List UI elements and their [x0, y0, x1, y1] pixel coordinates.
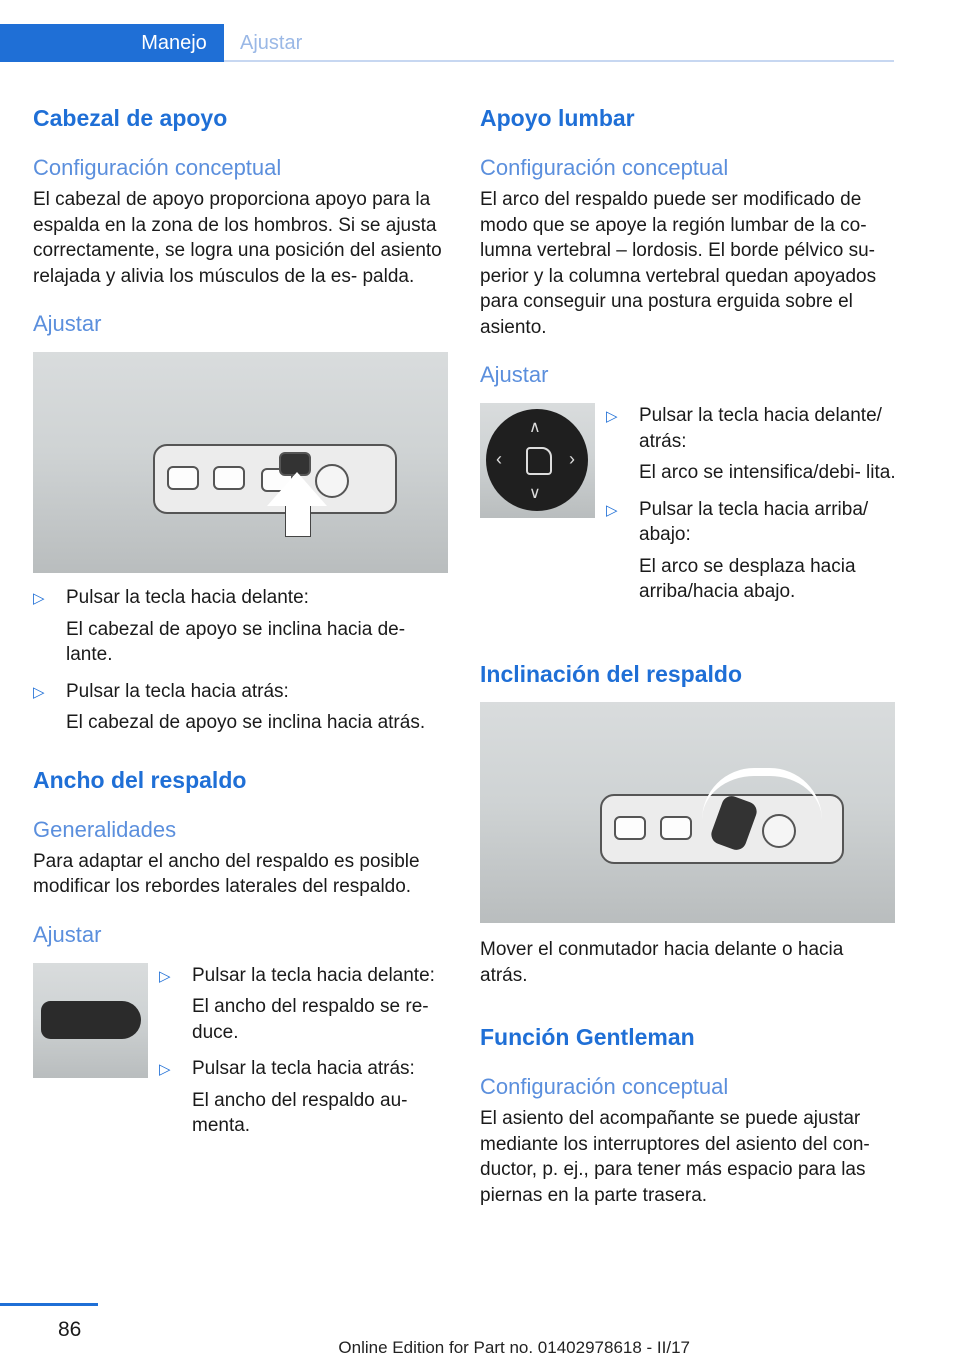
paragraph: Para adaptar el ancho del respaldo es posible modificar los rebordes laterales del respaldo. [33, 850, 420, 897]
lumbar-control-photo [480, 403, 595, 518]
subsection-title: Generalidades [33, 816, 177, 842]
paragraph: Mover el conmutador hacia delante o hacia atrás. [480, 939, 844, 986]
chevron-up-icon: ∧ [529, 419, 541, 436]
subsection-title: Configuración conceptual [480, 1074, 729, 1099]
ajustar-heading: Ajustar [33, 921, 102, 947]
section-title-inclinacion: Inclinación del respaldo [480, 661, 743, 687]
list-item: ▷ Pulsar la tecla hacia atrás: El ancho del respaldo au‐ menta. [159, 1058, 415, 1136]
right-column [480, 100, 896, 1208]
tab-manejo[interactable]: Manejo [124, 24, 224, 62]
section-title-gentleman: Función Gentleman [480, 1024, 695, 1050]
header-rule [224, 60, 894, 62]
chevron-down-icon: ∨ [529, 485, 541, 502]
triangle-bullet-icon: ▷ [606, 408, 618, 425]
triangle-bullet-icon: ▷ [606, 501, 618, 519]
triangle-bullet-icon: ▷ [159, 1061, 171, 1078]
triangle-bullet-icon: ▷ [33, 590, 45, 607]
ajustar-heading: Ajustar [480, 362, 549, 387]
bullet-list [606, 403, 896, 605]
backrest-tilt-photo [480, 702, 895, 923]
triangle-bullet-icon: ▷ [159, 967, 171, 985]
seat-icon [526, 447, 552, 475]
list-item: ▷ Pulsar la tecla hacia delante: El cabezal de apoyo se inclina hacia de‐ lante. [33, 587, 406, 665]
chevron-right-icon: › [569, 449, 575, 469]
side-bolster-button-photo [33, 963, 148, 1078]
bullet-list [159, 963, 449, 1139]
seat-controls-photo [33, 352, 448, 573]
arrow-up-icon [267, 472, 327, 506]
header-bar [0, 0, 960, 62]
footer-accent [0, 1303, 98, 1306]
paragraph: El asiento del acompañante se puede ajustar mediante los interruptores del asiento del con‐ ductor, p. ej., para tener más espacio para las piernas en la parte trasera. [480, 1108, 870, 1206]
header-accent [0, 24, 124, 62]
chevron-left-icon: ‹ [496, 449, 502, 469]
subsection-title: Configuración conceptual [33, 155, 282, 180]
tab-ajustar[interactable]: Ajustar [240, 32, 303, 54]
paragraph: El arco del respaldo puede ser modificado de modo que se apoye la región lumbar de la co‐ lumna vertebral – lordosis. El borde pélvico su‐ perior y la columna vertebral quedan apoyados para conseguir una postura erguida sobre el asiento. [480, 189, 877, 338]
bullet-list [33, 585, 449, 736]
subsection-title: Configuración conceptual [480, 155, 729, 180]
list-item: ▷ Pulsar la tecla hacia delante: El ancho del respaldo se re‐ duce. [159, 964, 435, 1043]
section-title-lumbar: Apoyo lumbar [480, 105, 635, 131]
edition-line: Online Edition for Part no. 01402978618 - II/17 [338, 1338, 690, 1357]
ajustar-heading: Ajustar [33, 311, 102, 336]
section-title-ancho: Ancho del respaldo [33, 766, 247, 793]
page-number: 86 [58, 1318, 82, 1341]
list-item: ▷ Pulsar la tecla hacia arriba/ abajo: El arco se desplaza hacia arriba/hacia abajo. [606, 498, 869, 602]
list-item: ▷ Pulsar la tecla hacia delante/ atrás: El arco se intensifica/debi‐ lita. [606, 405, 896, 483]
left-column [33, 100, 449, 1136]
triangle-bullet-icon: ▷ [33, 683, 45, 701]
curved-arrow-icon [702, 768, 822, 820]
section-title-cabezal: Cabezal de apoyo [33, 105, 228, 131]
paragraph: El cabezal de apoyo proporciona apoyo para la espalda en la zona de los hombros. Si se ajusta correctamente, se logra una posición del asiento relajada y alivia los músculos de la es‐ palda. [33, 189, 442, 287]
list-item: ▷ Pulsar la tecla hacia atrás: El cabezal de apoyo se inclina hacia atrás. [33, 680, 426, 733]
